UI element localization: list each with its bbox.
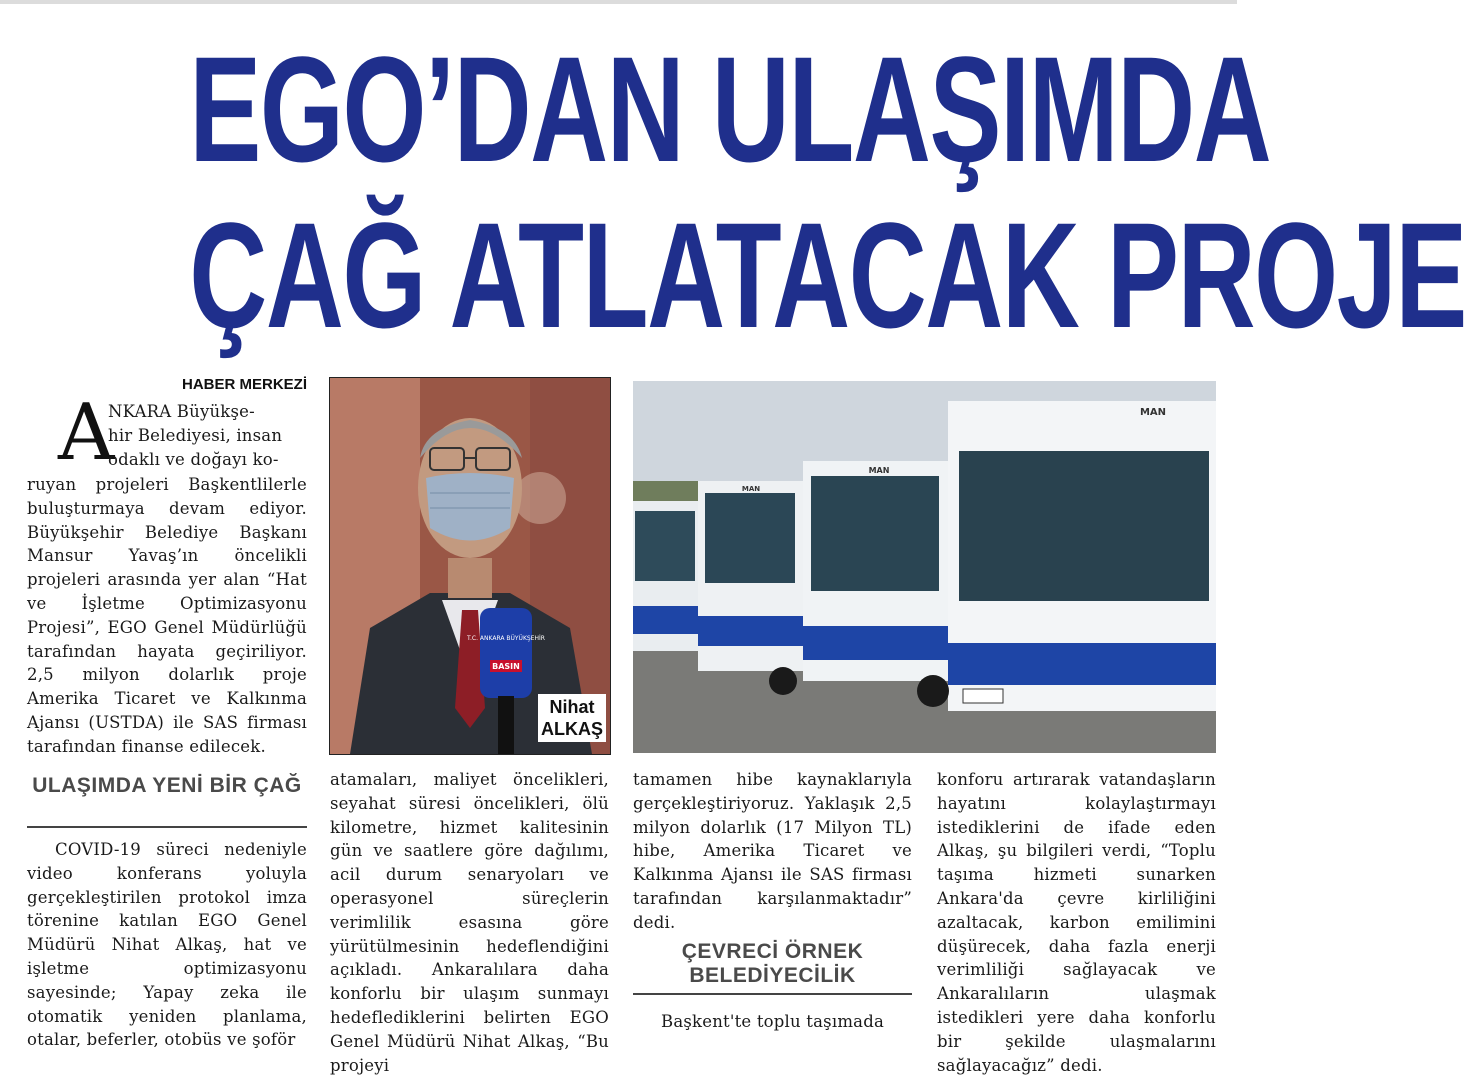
col3-tail-text: Başkent'te toplu taşımada	[661, 1012, 884, 1031]
photo-buses	[633, 381, 1216, 753]
intro-drop-lines	[108, 400, 307, 471]
intro-line-3: odaklı ve doğayı ko-	[108, 449, 279, 469]
bus-1	[633, 501, 703, 651]
buses-illustration	[633, 381, 1216, 753]
byline: HABER MERKEZİ	[181, 376, 307, 393]
drop-cap: A	[58, 388, 115, 478]
headline-line-1: EGO’DAN ULAŞIMDA	[189, 25, 1271, 193]
photo-caption	[538, 694, 606, 742]
mic-basin-text: BASIN	[492, 662, 520, 671]
headline-line-2: ÇAĞ ATLATACAK PROJE	[189, 191, 1466, 359]
bus-4	[948, 401, 1216, 711]
subhead-rule-2	[633, 993, 912, 995]
col4-body-text: konforu artırarak vatandaşların hayatını kolaylaştırmayı istediklerini de ifade eden Alkaş, şu bilgileri verdi, “Toplu taşıma hizmeti sunarken Ankara'da çevre kirliliğini azaltacak, karbon emilimini düşürecek, daha fazla enerji verimliliği sağlayacak ve Ankaralıların ulaşmak istedikleri yere daha konforlu bir şekilde ulaşmalarını sağlayacağız” dedi.	[937, 770, 1216, 1075]
intro-line-1: NKARA Büyükşe-	[108, 402, 255, 421]
col3-body	[633, 768, 912, 935]
col4-body	[937, 768, 1216, 1077]
intro-body: ruyan projeleri Başkentlilerle buluşturmaya devam ediyor. Büyükşehir Belediye Başkanı Mansur Yavaş’ın öncelikli projeleri arasında yer alan “Hat ve İşletme Optimizasyonu Projesi”, EGO Genel Müdürlüğü tarafından hayata geçiriliyor. 2,5 milyon dolarlık proje Amerika Ticaret ve Kalkınma Ajansı (USTDA) ile SAS firması tarafından finanse edilecek.	[27, 475, 307, 756]
col3-tail	[633, 1010, 912, 1034]
col2-body-text: atamaları, maliyet öncelikleri, seyahat süresi öncelikleri, ölü kilometre, hizmet kalitesinin gün ve saatlere göre dağılımı, acil durum senaryoları ve operasyonel süreçlerin verimlilik esasına göre yürütülmesinin hedeflendiğini açıkladı. Ankaralılara daha konforlu bir ulaşım sunmayı hedeflediklerini belirten EGO Genel Müdürü Nihat Alkaş, “Bu projeyi	[330, 770, 609, 1075]
top-rule	[0, 0, 1237, 4]
col2-body	[330, 768, 609, 1077]
bus-2	[698, 481, 808, 671]
col3-body-text: tamamen hibe kaynaklarıyla gerçekleştiriyoruz. Yaklaşık 2,5 milyon dolarlık (17 Milyon TL) hibe, Amerika Ticaret ve Kalkınma Ajansı ile SAS firması tarafından karşılanmaktadır” dedi.	[633, 770, 912, 932]
caption-last-name: ALKAŞ	[541, 719, 603, 739]
caption-first-name: Nihat	[549, 697, 595, 717]
bus-2-brand: MAN	[741, 485, 761, 493]
mic-small-text: T.C. ANKARA BÜYÜKŞEHİR	[467, 635, 545, 642]
col1-body	[27, 838, 307, 1052]
intro-line-2: hir Belediyesi, insan	[108, 425, 283, 445]
photo-portrait	[329, 377, 611, 755]
subhead-rule-1	[27, 826, 307, 828]
subhead-ulasimda: ULAŞIMDA YENİ BİR ÇAĞ	[32, 774, 302, 797]
bus-3-brand: MAN	[868, 466, 890, 475]
intro-paragraph	[27, 473, 307, 759]
col1-body-text: COVID-19 süreci nedeniyle video konferans yoluyla gerçekleştirilen protokol imza törenine katılan EGO Genel Müdürü Nihat Alkaş, hat ve işletme optimizasyonu sayesinde; Yapay zeka ile otomatik yeniden planlama, otalar, beferler, otobüs ve şoför	[27, 840, 307, 1050]
bus-3	[803, 461, 953, 681]
subhead-cevreci: ÇEVRECİ ÖRNEK BELEDİYECİLİK	[681, 940, 864, 987]
bus-4-brand: MAN	[1139, 407, 1167, 418]
